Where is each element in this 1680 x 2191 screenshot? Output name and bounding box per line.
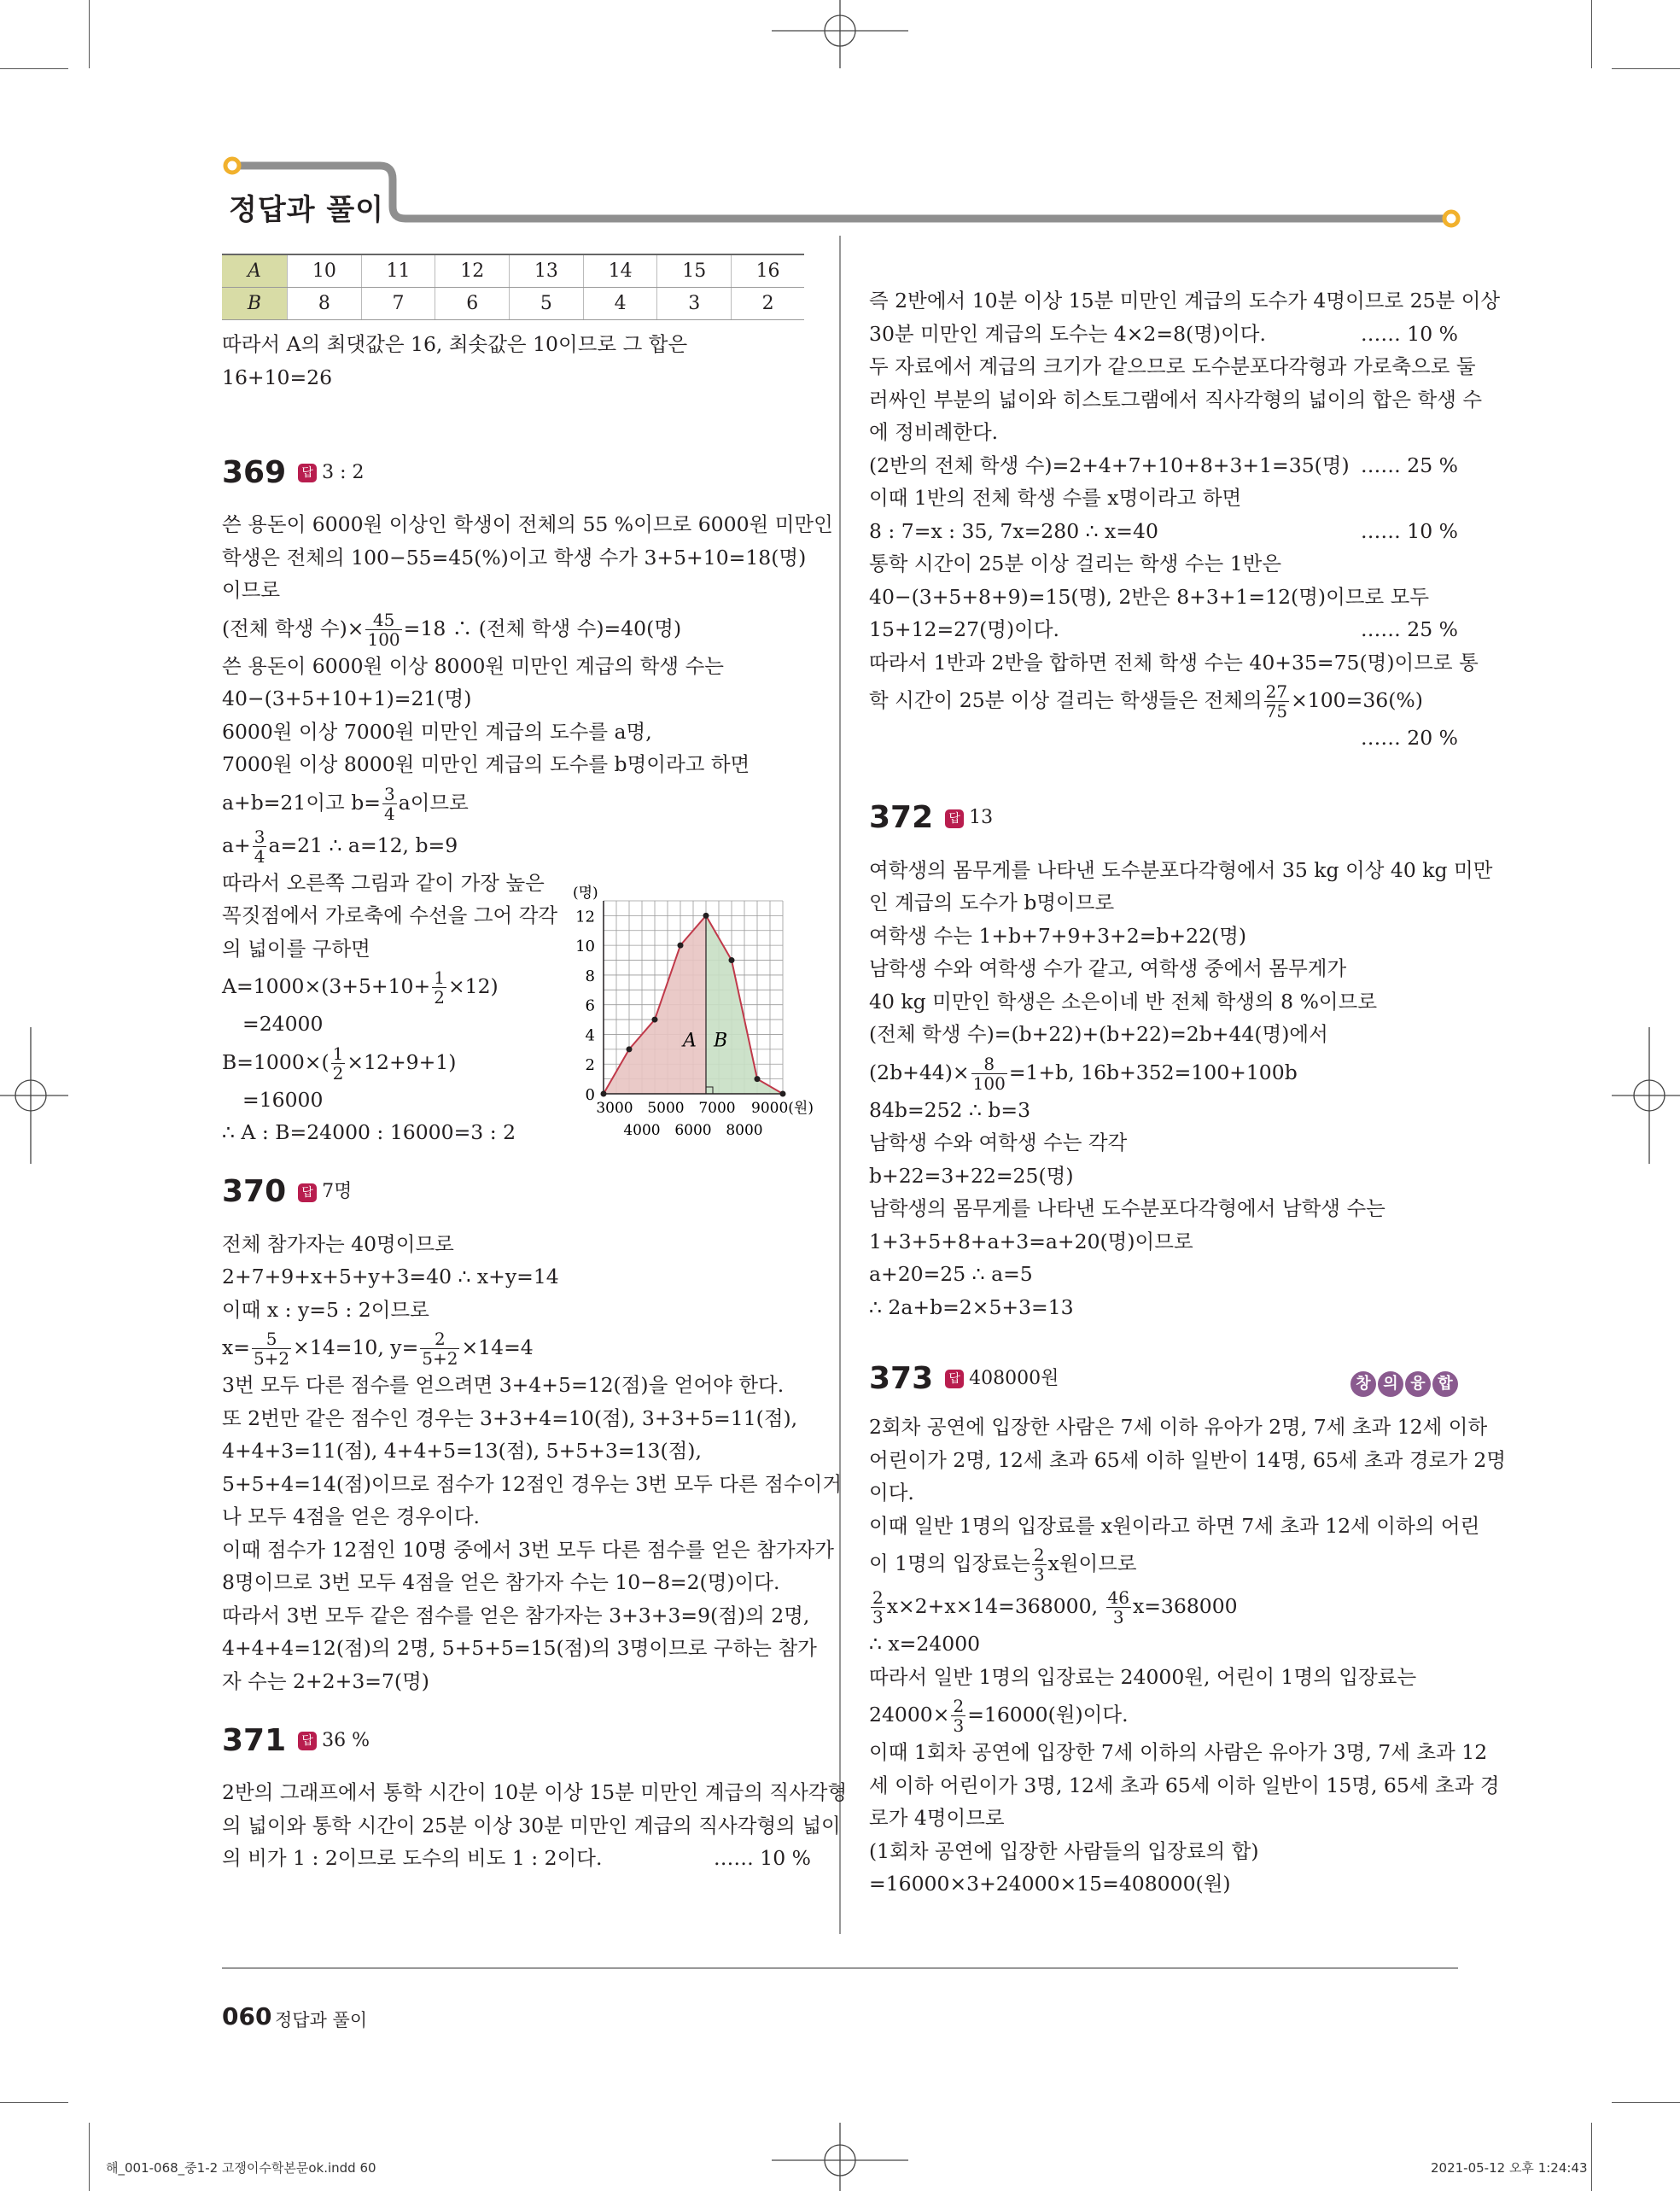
text-line: 따라서 3번 모두 같은 점수를 얻은 참가자는 3+3+3=9(점)의 2명, (222, 1603, 810, 1627)
eq-text: ×12) (447, 974, 499, 998)
creative-tag-group (1349, 1365, 1458, 1399)
table-cell: 10 (288, 254, 362, 288)
eq-text: a+b=21이고 b= (222, 790, 381, 815)
text-line: 7000원 이상 8000원 미만인 계급의 도수를 b명이라고 하면 (222, 752, 750, 776)
x-tick-label: 7000 (698, 1100, 736, 1117)
frac-num: 3 (254, 826, 265, 847)
fraction (420, 1329, 459, 1368)
text-line: 4+4+3=11(점), 4+4+5=13(점), 5+5+3=13(점), (222, 1439, 702, 1463)
problem-number: 373 (869, 1360, 934, 1396)
data-point (780, 1091, 786, 1097)
fraction (1032, 1545, 1047, 1584)
data-point (729, 957, 735, 963)
text-line (869, 318, 1458, 351)
frac-num: 27 (1265, 681, 1288, 702)
table-cell: 5 (510, 288, 584, 320)
text-line: 나 모두 4점을 얻은 경우이다. (222, 1504, 481, 1528)
eq-text: x=368000 (1132, 1594, 1238, 1618)
eq-text: 24000× (869, 1703, 950, 1727)
region-label-b: B (714, 1030, 728, 1052)
fraction (253, 827, 267, 866)
y-tick-label: 12 (575, 908, 595, 926)
table-cell: 3 (657, 288, 732, 320)
problem-number: 370 (222, 1174, 287, 1210)
text-line: 6000원 이상 7000원 미만인 계급의 도수를 a명, (222, 719, 652, 744)
eq-text: 학 시간이 25분 이상 걸리는 학생들은 전체의 (869, 688, 1263, 712)
text-line: 쓴 용돈이 6000원 이상 8000원 미만인 계급의 학생 수는 (222, 653, 724, 678)
frac-den: 3 (1112, 1607, 1124, 1627)
fraction (432, 968, 446, 1007)
eq-text: ×12+9+1) (347, 1049, 457, 1074)
table-cell: 7 (361, 288, 435, 320)
frac-den: 2 (434, 987, 445, 1008)
text-line: 따라서 1반과 2반을 합하면 전체 학생 수는 40+35=75(명)이므로 통 (869, 650, 1479, 675)
eq-text: (전체 학생 수)× (222, 616, 365, 640)
text-line: 남학생 수와 여학생 수는 각각 (869, 1131, 1128, 1154)
right-column (869, 284, 1507, 1901)
text-line: 8명이므로 3번 모두 4점을 얻은 참가자 수는 10−8=2(명)이다. (222, 1570, 780, 1594)
text-line: (전체 학생 수)=(b+22)+(b+22)=2b+44(명)에서 (869, 1022, 1328, 1046)
frac-num: 45 (365, 611, 401, 630)
text-line: 이때 점수가 12점인 10명 중에서 3번 모두 다른 점수를 얻은 참가자가 (222, 1537, 834, 1562)
table-cell: 13 (510, 254, 584, 288)
text-line: 에 정비례한다. (869, 420, 999, 444)
answer-icon: 답 (298, 464, 317, 482)
y-tick-label: 4 (585, 1026, 595, 1045)
text-line: 3번 모두 다른 점수를 얻으려면 3+4+5=12(점)을 얻어야 한다. (222, 1373, 785, 1397)
table-cell: 15 (657, 254, 732, 288)
data-point (652, 1017, 658, 1023)
equation-line (869, 1542, 1458, 1585)
text-line: 따라서 오른쪽 그림과 같이 가장 높은 (222, 870, 545, 895)
table-cell: 4 (583, 288, 657, 320)
eq-text: =18 ∴ (전체 학생 수)=40(명) (403, 616, 682, 640)
text-line: 남학생 수와 여학생 수가 같고, 여학생 중에서 몸무게가 (869, 956, 1347, 980)
text-line: 쓴 용돈이 6000원 이상인 학생이 전체의 55 %이므로 6000원 미만인 (222, 512, 833, 536)
text-line: 따라서 A의 최댓값은 16, 최솟값은 10이므로 그 합은 (222, 332, 688, 356)
line-text: (2반의 전체 학생 수)=2+4+7+10+8+3+1=35(명) (869, 453, 1350, 477)
table-cell: 16 (732, 254, 804, 288)
table-cell: 8 (288, 288, 362, 320)
text-line (869, 722, 1458, 755)
table-cell: 12 (435, 254, 510, 288)
frac-num: 46 (1107, 1587, 1129, 1608)
y-tick-label: 2 (585, 1056, 595, 1075)
text-line: (1회차 공연에 입장한 사람들의 입장료의 합) (869, 1838, 1259, 1863)
tag-icon: 의 (1378, 1371, 1403, 1397)
text-line: 1+3+5+8+a+3=a+20(명)이므로 (869, 1229, 1193, 1253)
problem-number: 372 (869, 800, 934, 836)
data-point (627, 1046, 633, 1052)
text-line: 또 2번만 같은 점수인 경우는 3+3+4=10(점), 3+3+5=11(점), (222, 1405, 798, 1430)
line-text: 8 : 7=x : 35, 7x=280 ∴ x=40 (869, 518, 1158, 543)
fraction (1264, 682, 1289, 721)
table-cell: 6 (435, 288, 510, 320)
y-axis-label: (명) (573, 885, 598, 902)
eq-text: ×14=4 (461, 1335, 534, 1359)
value-table (222, 254, 804, 320)
text-line: 전체 참가자는 40명이므로 (222, 1231, 454, 1256)
x-tick-label: 5000 (647, 1100, 685, 1117)
text-line: 16+10=26 (222, 365, 333, 389)
frac-den: 4 (383, 803, 395, 824)
row-label: A (222, 254, 288, 288)
frac-den: 5+2 (422, 1348, 458, 1369)
eq-text: x= (222, 1335, 250, 1359)
data-point (755, 1076, 761, 1082)
text-line: 자 수는 2+2+3=7(명) (222, 1668, 429, 1693)
text-line: =16000 (242, 1087, 324, 1112)
text-line: 이때 일반 1명의 입장료를 x원이라고 하면 7세 초과 12세 이하의 어린 (869, 1513, 1480, 1538)
problem-369-header (222, 452, 811, 494)
answer-value: 3 : 2 (322, 461, 365, 483)
eq-text: a=21 ∴ a=12, b=9 (268, 833, 458, 857)
text-line: a+20=25 ∴ a=5 (869, 1262, 1033, 1286)
eq-text: x원이므로 (1047, 1551, 1137, 1575)
fraction (971, 1055, 1007, 1093)
line-text: 의 비가 1 : 2이므로 도수의 비도 1 : 2이다. (222, 1846, 603, 1870)
eq-text: B=1000×( (222, 1049, 330, 1074)
y-tick-label: 8 (585, 967, 595, 985)
table-cell: 2 (732, 288, 804, 320)
y-tick-label: 0 (585, 1086, 595, 1104)
x-tick-label: 6000 (674, 1122, 712, 1139)
data-point (678, 943, 684, 949)
equation-line (222, 607, 811, 650)
score-mark: …… 20 % (1360, 726, 1458, 750)
spacer (222, 394, 811, 452)
frac-den: 3 (953, 1715, 965, 1736)
text-line: =16000×3+24000×15=408000(원) (869, 1872, 1231, 1896)
answer-value: 36 % (322, 1729, 370, 1751)
frac-num: 3 (383, 783, 395, 804)
score-mark: …… 10 % (1360, 321, 1458, 346)
data-point (703, 913, 709, 919)
frac-den: 3 (1033, 1564, 1045, 1585)
fraction (951, 1697, 965, 1735)
frac-num: 1 (332, 1043, 344, 1064)
row-label: B (222, 288, 288, 320)
answer-value: 13 (969, 807, 994, 829)
y-tick-label: 6 (585, 996, 595, 1015)
x-tick-label: 9000(원) (751, 1100, 814, 1117)
tag-icon: 융 (1405, 1371, 1431, 1397)
equation-line (222, 824, 811, 867)
text-line: ∴ A : B=24000 : 16000=3 : 2 (222, 1120, 516, 1144)
text-line: 84b=252 ∴ b=3 (869, 1097, 1031, 1122)
text-line (869, 449, 1458, 482)
frac-num: 2 (872, 1587, 884, 1608)
text-line: 5+5+4=14(점)이므로 점수가 12점인 경우는 3번 모두 다른 점수이거 (222, 1471, 843, 1496)
text-line: 즉 2반에서 10분 이상 15분 미만인 계급의 도수가 4명이므로 25분 이상 (869, 289, 1501, 313)
text-line: 인 계급의 도수가 b명이므로 (869, 891, 1115, 914)
data-point (601, 1091, 607, 1097)
page-number: 060 (222, 2002, 272, 2030)
header-rule (225, 159, 1458, 225)
equation-line (222, 1326, 811, 1369)
text-line: 로가 4명이므로 (869, 1806, 1005, 1830)
x-tick-label: 4000 (623, 1122, 661, 1139)
text-line: 러싸인 부분의 넓이와 히스토그램에서 직사각형의 넓이의 합은 학생 수 (869, 387, 1483, 412)
fraction (871, 1588, 885, 1627)
eq-text: (2b+44)× (869, 1060, 970, 1084)
equation-line (222, 781, 811, 824)
frequency-polygon-chart (555, 871, 820, 1144)
fraction (1106, 1588, 1131, 1627)
page-title: 정답과 풀이 (229, 193, 385, 227)
eq-text: ×14=10, y= (293, 1335, 419, 1359)
eq-text: a+ (222, 833, 251, 857)
tag-icon: 합 (1432, 1371, 1458, 1397)
equation-line (869, 1051, 1458, 1094)
score-mark: …… 25 % (1360, 617, 1458, 641)
text-line (869, 613, 1458, 646)
fraction (365, 611, 401, 649)
eq-text: 이 1명의 입장료는 (869, 1551, 1030, 1575)
problem-number: 369 (222, 454, 287, 490)
text-line: 꼭짓점에서 가로축에 수선을 그어 각각 (222, 903, 558, 927)
score-mark: …… 10 % (1360, 518, 1458, 543)
text-line: 어린이가 2명, 12세 초과 65세 이하 일반이 14명, 65세 초과 경로가 2명 (869, 1447, 1507, 1472)
text-line: 두 자료에서 계급의 크기가 같으므로 도수분포다각형과 가로축으로 둘 (869, 354, 1476, 378)
text-line: 세 이하 어린이가 3명, 12세 초과 65세 이하 일반이 15명, 65세 초과 경 (869, 1773, 1500, 1797)
line-text: 30분 미만인 계급의 도수는 4×2=8(명)이다. (869, 321, 1266, 346)
fraction (252, 1329, 291, 1368)
text-line: 여학생 수는 1+b+7+9+3+2=b+22(명) (869, 923, 1247, 948)
table-cell: 14 (583, 254, 657, 288)
frac-den: 4 (254, 845, 265, 867)
table-row (222, 288, 804, 320)
problem-371-header (222, 1720, 811, 1762)
eq-text: =1+b, 16b+352=100+100b (1008, 1060, 1298, 1084)
fraction (382, 785, 397, 823)
frac-den: 100 (367, 628, 400, 650)
answer-icon: 답 (945, 809, 964, 828)
text-line: 학생은 전체의 100−55=45(%)이고 학생 수가 3+5+10=18(명) (222, 545, 807, 570)
score-mark: …… 25 % (1360, 453, 1458, 477)
answer-value: 408000원 (969, 1367, 1059, 1389)
text-line: 통학 시간이 25분 이상 걸리는 학생 수는 1반은 (869, 552, 1282, 576)
text-line: 이때 1반의 전체 학생 수를 x명이라고 하면 (869, 486, 1242, 510)
equation-line (869, 1693, 1458, 1736)
text-line: b+22=3+22=25(명) (869, 1163, 1074, 1188)
frac-num: 1 (434, 967, 445, 988)
eq-text: ×100=36(%) (1291, 688, 1423, 712)
footer-label: 정답과 풀이 (275, 2010, 368, 2030)
text-line: 40 kg 미만인 학생은 소은이네 반 전체 학생의 8 %이므로 (869, 989, 1378, 1014)
text-line: 2회차 공연에 입장한 사람은 7세 이하 유아가 2명, 7세 초과 12세 이하 (869, 1415, 1488, 1439)
problem-370-header (222, 1171, 811, 1214)
frac-num: 2 (420, 1329, 459, 1349)
text-line: 40−(3+5+8+9)=15(명), 2반은 8+3+1=12(명)이므로 모두 (869, 584, 1430, 609)
text-line: 4+4+4=12(점)의 2명, 5+5+5=15(점)의 3명이므로 구하는 참가 (222, 1636, 817, 1660)
text-line: 이므로 (222, 578, 281, 602)
answer-value: 7명 (322, 1181, 353, 1203)
problem-number: 371 (222, 1722, 287, 1758)
frac-num: 5 (252, 1329, 291, 1349)
answer-icon: 답 (298, 1183, 317, 1202)
text-line: 이때 x : y=5 : 2이므로 (222, 1297, 429, 1322)
x-tick-label: 8000 (726, 1122, 763, 1139)
eq-text: x×2+x×14=368000, (886, 1594, 1099, 1618)
frac-num: 8 (971, 1055, 1007, 1074)
region-label-a: A (683, 1030, 697, 1052)
frac-num: 2 (1033, 1545, 1045, 1565)
text-line: 이다. (869, 1481, 914, 1504)
slug-file: 해_001-068_중1-2 고쟁이수학본문ok.indd 60 (106, 2160, 376, 2176)
text-line: =24000 (242, 1012, 324, 1036)
equation-line (869, 1585, 1458, 1627)
table-row (222, 254, 804, 288)
eq-text: a이므로 (398, 790, 469, 815)
frac-den: 5+2 (253, 1348, 290, 1369)
frac-den: 75 (1265, 701, 1288, 722)
text-line: 의 넓이를 구하면 (222, 936, 370, 961)
frac-den: 3 (872, 1607, 884, 1627)
table-cell: 11 (361, 254, 435, 288)
eq-text: A=1000×(3+5+10+ (222, 974, 431, 998)
text-line: 2+7+9+x+5+y+3=40 ∴ x+y=14 (222, 1265, 559, 1288)
text-line: ∴ x=24000 (869, 1632, 981, 1656)
score-mark: …… 10 % (713, 1846, 811, 1870)
text-line: ∴ 2a+b=2×5+3=13 (869, 1294, 1074, 1319)
answer-icon: 답 (945, 1370, 964, 1388)
text-line: 의 넓이와 통학 시간이 25분 이상 30분 미만인 계급의 직사각형의 넓이 (222, 1813, 841, 1838)
text-line (869, 515, 1458, 548)
problem-373-header (869, 1358, 1458, 1400)
equation-line (869, 679, 1458, 722)
eq-text: =16000(원)이다. (967, 1703, 1129, 1727)
x-tick-label: 3000 (596, 1100, 633, 1117)
text-line: 2반의 그래프에서 통학 시간이 10분 이상 15분 미만인 계급의 직사각형 (222, 1780, 848, 1804)
line-text: 15+12=27(명)이다. (869, 617, 1059, 641)
text-line: 남학생의 몸무게를 나타낸 도수분포다각형에서 남학생 수는 (869, 1196, 1385, 1220)
slug-stamp: 2021-05-12 오후 1:24:43 (1431, 2160, 1588, 2176)
tag-icon: 창 (1350, 1371, 1376, 1397)
frac-den: 100 (972, 1072, 1006, 1094)
problem-372-header (869, 798, 1458, 840)
frac-num: 2 (953, 1696, 965, 1716)
y-tick-label: 10 (575, 938, 595, 956)
text-line: 따라서 일반 1명의 입장료는 24000원, 어린이 1명의 입장료는 (869, 1664, 1417, 1689)
text-line: 이때 1회차 공연에 입장한 7세 이하의 사람은 유아가 3명, 7세 초과 12 (869, 1740, 1488, 1764)
text-line: 여학생의 몸무게를 나타낸 도수분포다각형에서 35 kg 이상 40 kg 미만 (869, 857, 1493, 882)
frac-den: 2 (332, 1062, 344, 1084)
fraction (331, 1044, 346, 1083)
text-line: 40−(3+5+10+1)=21(명) (222, 687, 472, 710)
text-line (222, 1842, 811, 1875)
answer-icon: 답 (298, 1732, 317, 1750)
